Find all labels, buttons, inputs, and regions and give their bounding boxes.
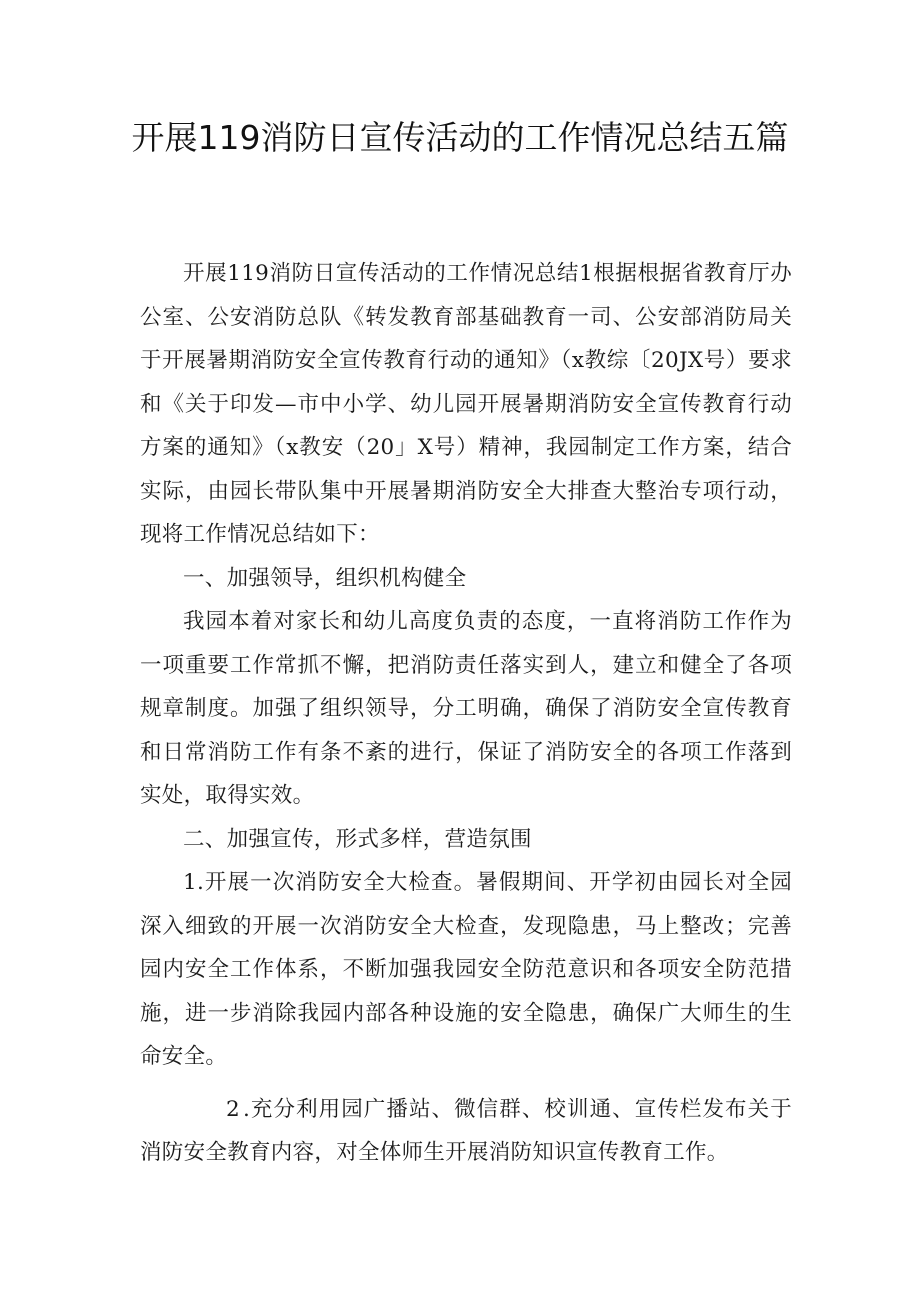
document-body — [140, 252, 792, 1175]
section-heading-1: 一、加强领导，组织机构健全 — [183, 565, 467, 591]
document-title: 开展119消防日宣传活动的工作情况总结五篇 — [131, 118, 789, 157]
item-2-text: .充分利用园广播站、微信群、校训通、宣传栏发布关于消防安全教育内容，对全体师生开展消防知识宣传教育工作。 — [140, 1096, 792, 1165]
item-2-number: 2 — [226, 1096, 240, 1122]
item-1-paragraph: 1.开展一次消防安全大检查。暑假期间、开学初由园长对全园深入细致的开展一次消防安全大检查，发现隐患，马上整改；完善园内安全工作体系，不断加强我园安全防范意识和各项安全防范措施，进一步消除我园内部各种设施的安全隐患，确保广大师生的生命安全。 — [140, 870, 792, 1069]
section-1-paragraph: 我园本着对家长和幼儿高度负责的态度，一直将消防工作作为一项重要工作常抓不懈，把消防责任落实到人，建立和健全了各项规章制度。加强了组织领导，分工明确，确保了消防安全宣传教育和日常消防工作有条不紊的进行，保证了消防安全的各项工作落到实处，取得实效。 — [140, 609, 792, 808]
intro-paragraph: 开展119消防日宣传活动的工作情况总结1根据根据省教育厅办公室、公安消防总队《转发教育部基础教育一司、公安部消防局关于开展暑期消防安全宣传教育行动的通知》（x教综〔20JX号）要求和《关于印发—市中小学、幼儿园开展暑期消防安全宣传教育行动方案的通知》（x教安（20」X号）精神，我园制定工作方案，结合实际，由园长带队集中开展暑期消防安全大排查大整治专项行动，现将工作情况总结如下： — [140, 261, 792, 547]
section-heading-2: 二、加强宣传，形式多样，营造氛围 — [183, 826, 532, 852]
item-2-paragraph — [140, 1088, 792, 1175]
